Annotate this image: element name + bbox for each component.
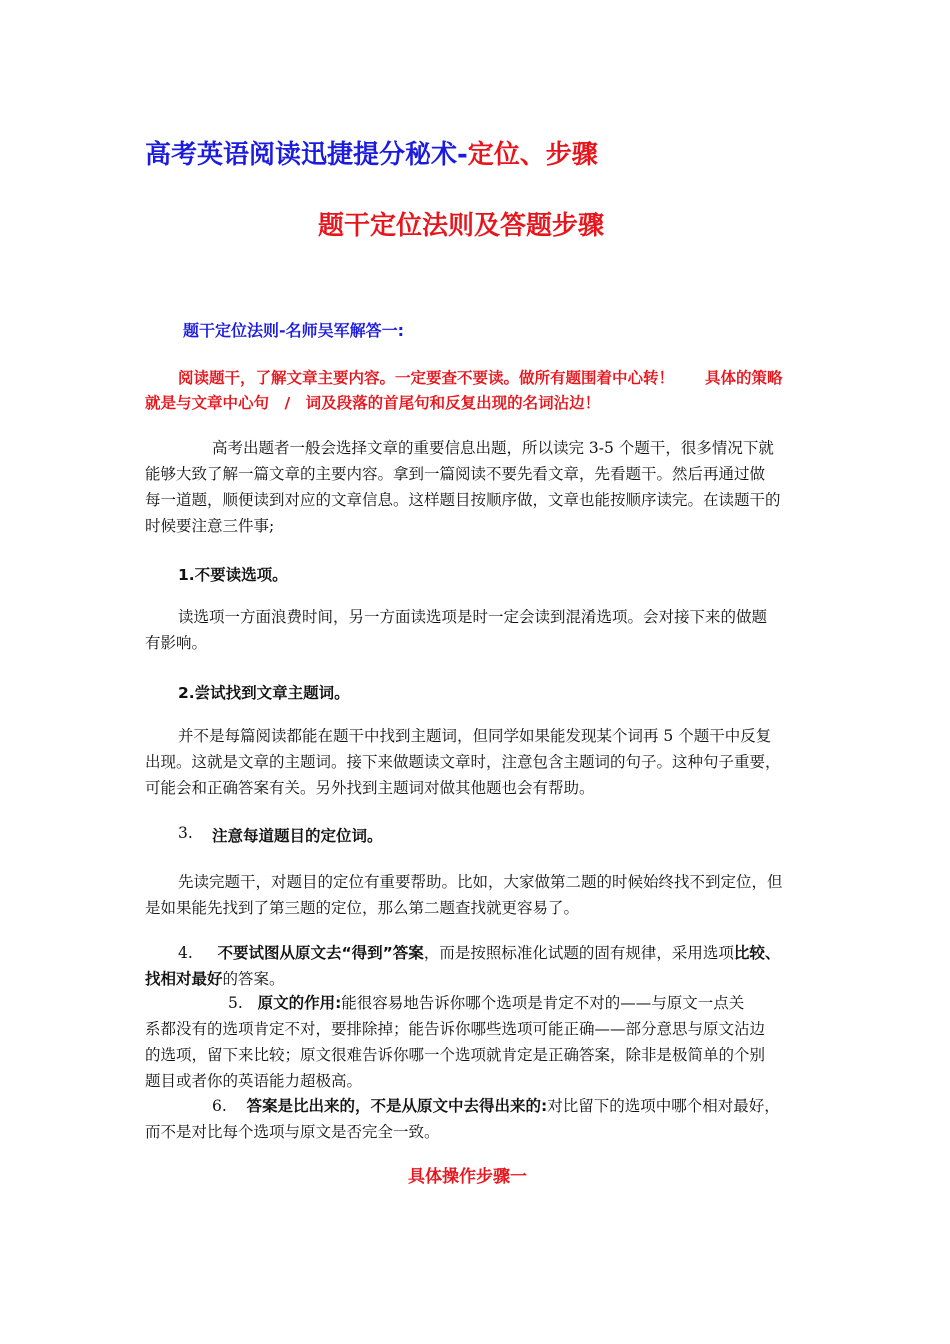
item5-line-3: 的选项，留下来比较；原文很难告诉你哪一个选项就肯定是正确答案，除非是极简单的个别 xyxy=(145,1046,766,1064)
item3-line-1: 先读完题干，对题目的定位有重要帮助。比如，大家做第二题的时候始终找不到定位，但 xyxy=(178,873,783,891)
item2-line-3: 可能会和正确答案有关。另外找到主题词对做其他题也会有帮助。 xyxy=(145,779,595,797)
item1-line-2: 有影响。 xyxy=(145,634,208,652)
red-intro-line-2: 就是与文章中心句 / 词及段落的首尾句和反复出现的名词沾边！ xyxy=(145,394,601,412)
item4-text-a: ，而是按照标准化试题的固有规律，采用选项 xyxy=(423,944,734,962)
item3-heading: 注意每道题目的定位词。 xyxy=(212,827,383,845)
red-intro-line-1: 阅读题干，了解文章主要内容。一定要查不要读。做所有题围着中心转！ 具体的策略 xyxy=(178,369,783,387)
title-part-red: 定位、步骤 xyxy=(467,140,598,170)
page-title xyxy=(145,134,598,171)
item5-text-first: 能很容易地告诉你哪个选项是肯定不对的——与原文一点关 xyxy=(341,994,745,1012)
item3-line-2: 是如果能先找到了第三题的定位，那么第二题查找就更容易了。 xyxy=(145,899,580,917)
item3-number: 3. xyxy=(178,824,193,842)
item5-line-1 xyxy=(228,990,744,1016)
item4-line-1 xyxy=(178,940,780,966)
item4-number: 4. xyxy=(178,944,193,962)
item4-bold-b: 比较、 xyxy=(733,944,781,962)
item1-heading: 1.不要读选项。 xyxy=(178,566,288,584)
section-heading-rules: 题干定位法则-名师吴军解答一: xyxy=(183,321,405,340)
title-part-blue: 高考英语阅读迅捷提分秘术- xyxy=(145,140,468,170)
item4-bold-c: 找相对最好 xyxy=(145,970,223,988)
item2-heading: 2.尝试找到文章主题词。 xyxy=(178,684,350,702)
item6-number: 6. xyxy=(212,1097,227,1115)
item4-bold-a: 不要试图从原文去“得到”答案 xyxy=(217,944,424,962)
para1-line-1: 高考出题者一般会选择文章的重要信息出题，所以读完 3-5 个题干，很多情况下就 xyxy=(212,439,774,457)
item5-line-4: 题目或者你的英语能力超极高。 xyxy=(145,1072,363,1090)
item6-bold: 答案是比出来的，不是从原文中去得出来的: xyxy=(246,1097,548,1115)
para1-line-4: 时候要注意三件事; xyxy=(145,517,275,535)
page-subtitle: 题干定位法则及答题步骤 xyxy=(318,211,605,241)
para1-line-3: 每一道题，顺便读到对应的文章信息。这样题目按顺序做，文章也能按顺序读完。在读题干的 xyxy=(145,491,781,509)
para1-line-2: 能够大致了解一篇文章的主要内容。拿到一篇阅读不要先看文章，先看题干。然后再通过做 xyxy=(145,465,766,483)
item5-number: 5. xyxy=(228,994,243,1012)
section-heading-steps: 具体操作步骤一 xyxy=(408,1167,527,1187)
item2-line-1: 并不是每篇阅读都能在题干中找到主题词，但同学如果能发现某个词再 5 个题干中反复 xyxy=(178,727,772,745)
item6-text-first: 对比留下的选项中哪个相对最好， xyxy=(547,1097,780,1115)
item5-line-2: 系都没有的选项肯定不对，要排除掉；能告诉你哪些选项可能正确——部分意思与原文沾边 xyxy=(145,1020,766,1038)
item2-line-2: 出现。这就是文章的主题词。接下来做题读文章时，注意包含主题词的句子。这种句子重要， xyxy=(145,753,781,771)
item6-line-2: 而不是对比每个选项与原文是否完全一致。 xyxy=(145,1123,440,1141)
item1-line-1: 读选项一方面浪费时间，另一方面读选项是时一定会读到混淆选项。会对接下来的做题 xyxy=(178,608,768,626)
item4-line-2 xyxy=(145,966,285,992)
item5-bold: 原文的作用: xyxy=(257,994,342,1012)
item4-text-b: 的答案。 xyxy=(222,970,285,988)
item6-line-1 xyxy=(212,1093,780,1119)
